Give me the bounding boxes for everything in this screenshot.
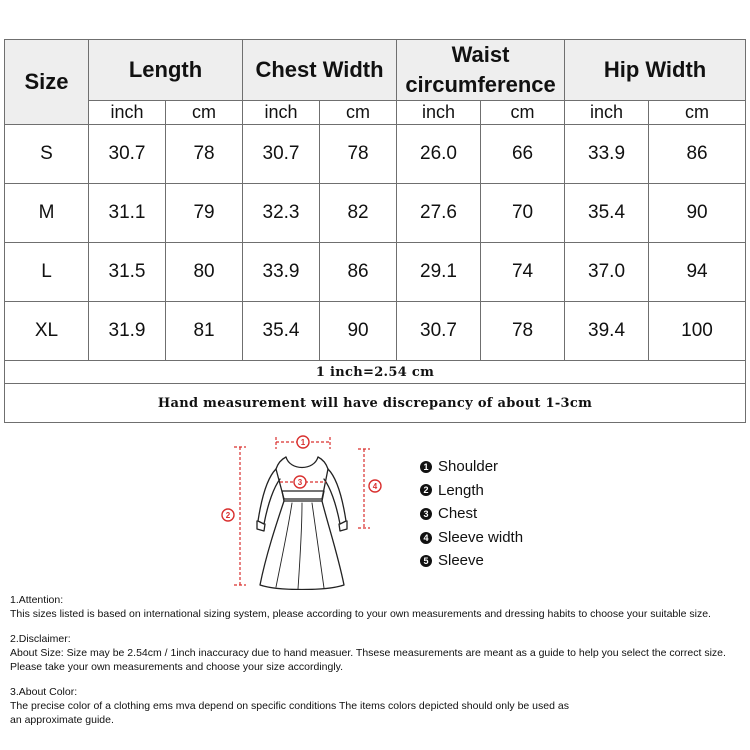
legend-number: 3: [420, 508, 432, 520]
value-cell: 35.4: [565, 184, 649, 243]
value-cell: 79: [166, 184, 243, 243]
legend-item: [420, 526, 523, 550]
legend-item: [420, 549, 523, 573]
discrepancy-row: [5, 384, 746, 423]
table-row: [5, 184, 746, 243]
header-chest-width: Chest Width: [243, 40, 397, 101]
legend-item: [420, 479, 523, 503]
value-cell: 29.1: [397, 243, 481, 302]
size-cell: S: [5, 125, 89, 184]
value-cell: 78: [166, 125, 243, 184]
marker-1-label: 1: [300, 438, 306, 447]
value-cell: 81: [166, 302, 243, 361]
value-cell: 30.7: [243, 125, 320, 184]
unit-cell: cm: [481, 101, 565, 125]
size-cell: L: [5, 243, 89, 302]
unit-cell: inch: [243, 101, 320, 125]
header-row: [5, 40, 746, 101]
value-cell: 30.7: [89, 125, 166, 184]
size-cell: XL: [5, 302, 89, 361]
value-cell: 39.4: [565, 302, 649, 361]
color-title: 3.About Color:: [10, 686, 78, 698]
color-text: an approximate guide.: [10, 714, 114, 726]
legend-item: [420, 455, 523, 479]
attention-title: 1.Attention:: [10, 594, 64, 606]
legend-label: Shoulder: [438, 458, 499, 475]
header-hip-width: Hip Width: [565, 40, 746, 101]
dress-measurement-diagram: [220, 425, 390, 590]
table-row: [5, 125, 746, 184]
value-cell: 31.5: [89, 243, 166, 302]
value-cell: 26.0: [397, 125, 481, 184]
discrepancy-note: Hand measurement will have discrepancy of about 1-3cm: [5, 384, 746, 423]
legend-label: Sleeve width: [438, 528, 524, 546]
value-cell: 90: [649, 184, 746, 243]
marker-4-label: 4: [372, 482, 378, 491]
legend-number: 2: [420, 484, 432, 496]
disclaimer-text: About Size: Size may be 2.54cm / 1inch inaccuracy due to hand measuer. Thsese measurements are meant as a guide to help you select the correct size.: [10, 647, 726, 659]
unit-cell: inch: [89, 101, 166, 125]
value-cell: 90: [320, 302, 397, 361]
unit-cell: cm: [166, 101, 243, 125]
value-cell: 33.9: [565, 125, 649, 184]
value-cell: 66: [481, 125, 565, 184]
disclaimer-text: Please take your own measurements and choose your size accordingly.: [10, 661, 344, 673]
header-size: Size: [5, 40, 89, 125]
marker-3-label: 3: [297, 478, 303, 487]
legend-item: [420, 502, 523, 526]
disclaimer-title: 2.Disclaimer:: [10, 633, 71, 645]
unit-cell: inch: [565, 101, 649, 125]
value-cell: 82: [320, 184, 397, 243]
attention-text: This sizes listed is based on international sizing system, please according to your own measurements and dressing habits to choose your suitable size.: [10, 608, 711, 620]
notes-section: [10, 593, 746, 727]
value-cell: 33.9: [243, 243, 320, 302]
unit-cell: inch: [397, 101, 481, 125]
value-cell: 27.6: [397, 184, 481, 243]
unit-cell: cm: [320, 101, 397, 125]
marker-2-label: 2: [225, 511, 231, 520]
value-cell: 100: [649, 302, 746, 361]
legend-number: 1: [420, 461, 432, 473]
legend-number: 4: [420, 532, 432, 544]
size-chart-table: [4, 39, 746, 423]
value-cell: 37.0: [565, 243, 649, 302]
table-row: [5, 302, 746, 361]
legend-label: Sleeve: [438, 552, 484, 570]
value-cell: 86: [320, 243, 397, 302]
legend-label: Chest: [438, 505, 478, 523]
value-cell: 86: [649, 125, 746, 184]
value-cell: 94: [649, 243, 746, 302]
conversion-row: [5, 361, 746, 384]
value-cell: 80: [166, 243, 243, 302]
legend-label: Length: [438, 481, 484, 499]
value-cell: 78: [320, 125, 397, 184]
value-cell: 78: [481, 302, 565, 361]
legend-number: 5: [420, 555, 432, 567]
value-cell: 74: [481, 243, 565, 302]
size-cell: M: [5, 184, 89, 243]
measurement-legend: [420, 455, 523, 573]
value-cell: 31.1: [89, 184, 166, 243]
unit-cell: cm: [649, 101, 746, 125]
header-length: Length: [89, 40, 243, 101]
value-cell: 35.4: [243, 302, 320, 361]
header-waist-circumference: Waist circumference: [397, 40, 565, 101]
value-cell: 70: [481, 184, 565, 243]
unit-row: [5, 101, 746, 125]
table-row: [5, 243, 746, 302]
value-cell: 32.3: [243, 184, 320, 243]
value-cell: 31.9: [89, 302, 166, 361]
conversion-note: 1 inch=2.54 cm: [5, 361, 746, 384]
value-cell: 30.7: [397, 302, 481, 361]
color-text: The precise color of a clothing ems mva depend on specific conditions The items colors depicted should only be used as: [10, 700, 569, 712]
